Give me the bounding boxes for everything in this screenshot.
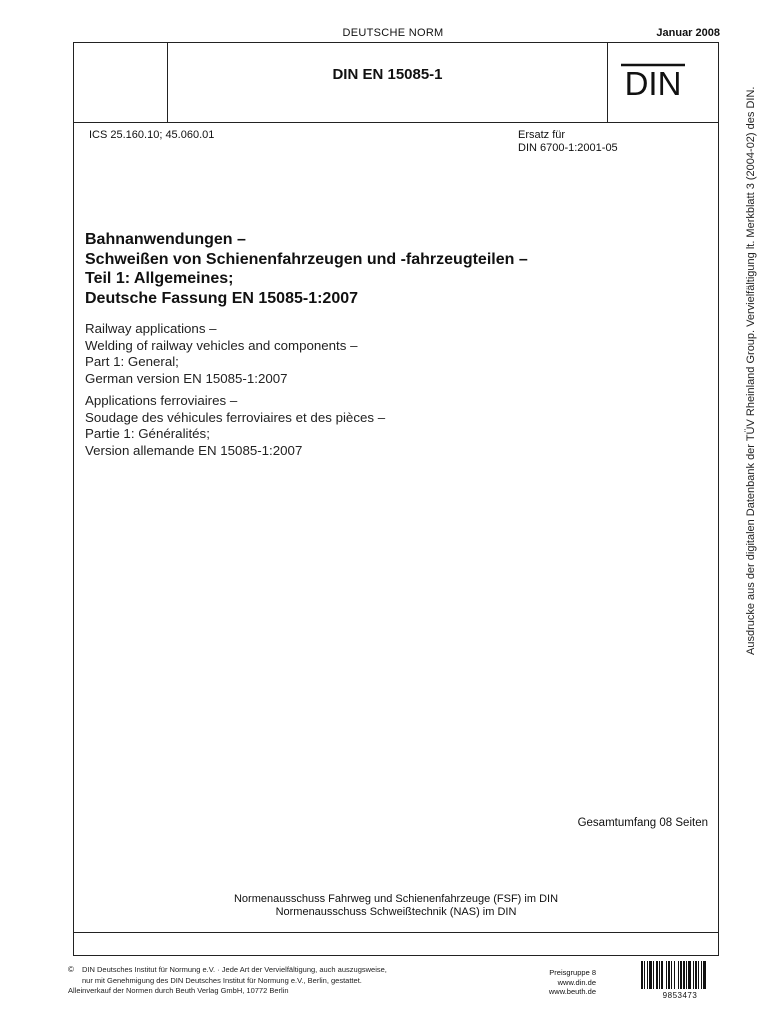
committees xyxy=(73,893,719,919)
din-logo xyxy=(621,61,685,103)
ics-code: ICS 25.160.10; 45.060.01 xyxy=(89,129,215,141)
issue-date: Januar 2008 xyxy=(656,27,720,39)
copyright-line: DIN Deutsches Institut für Normung e.V. · Jede Art der Vervielfältigung, auch auszugsweise, xyxy=(82,965,387,974)
barcode-icon xyxy=(641,961,719,989)
copyright-notice xyxy=(68,965,387,997)
title-french-line: Soudage des véhicules ferroviaires et des pièces – xyxy=(85,409,386,425)
committee-line: Normenausschuss Schweißtechnik (NAS) im DIN xyxy=(275,906,517,918)
committee-line: Normenausschuss Fahrweg und Schienenfahrzeuge (FSF) im DIN xyxy=(233,893,559,905)
copyright-line: Alleinverkauf der Normen durch Beuth Verlag GmbH, 10772 Berlin xyxy=(68,986,289,995)
web-link-beuth[interactable]: www.beuth.de xyxy=(548,987,596,996)
title-english-line: Part 1: General; xyxy=(85,354,179,369)
web-link-din[interactable]: www.din.de xyxy=(557,977,596,987)
title-german xyxy=(85,230,685,308)
title-english-line: Railway applications – xyxy=(85,321,217,336)
barcode-number: 9853473 xyxy=(662,991,698,1000)
side-note: Ausdrucke aus der digitalen Datenbank der TÜV Rheinland Group. Vervielfältigung lt. Merkblatt 3 (2004-02) des DIN. xyxy=(745,86,757,655)
price-group: Preisgruppe 8 xyxy=(549,968,596,977)
title-german-line: Bahnanwendungen – xyxy=(85,231,246,248)
title-german-line: Teil 1: Allgemeines; xyxy=(85,270,234,287)
title-english-line: Welding of railway vehicles and components – xyxy=(85,337,358,353)
title-german-line: Schweißen von Schienenfahrzeugen und -fahrzeugteilen – xyxy=(85,250,528,268)
copyright-line: nur mit Genehmigung des DIN Deutsches Institut für Normung e.V., Berlin, gestattet. xyxy=(82,975,362,985)
norm-number: DIN EN 15085-1 xyxy=(332,66,443,83)
header-divider-right xyxy=(607,42,608,123)
norm-type-label: DEUTSCHE NORM xyxy=(342,27,444,39)
title-english xyxy=(85,321,685,387)
title-french xyxy=(85,393,685,459)
total-pages: Gesamtumfang 08 Seiten xyxy=(577,817,708,829)
title-french-line: Version allemande EN 15085-1:2007 xyxy=(85,442,303,458)
footer-rule xyxy=(73,932,719,933)
replaces-value: DIN 6700-1:2001-05 xyxy=(518,142,618,154)
replaces-label: Ersatz für xyxy=(518,129,566,141)
title-french-line: Applications ferroviaires – xyxy=(85,393,238,408)
title-english-line: German version EN 15085-1:2007 xyxy=(85,370,288,386)
copyright-icon: © xyxy=(68,965,74,974)
title-french-line: Partie 1: Généralités; xyxy=(85,426,210,441)
title-german-line: Deutsche Fassung EN 15085-1:2007 xyxy=(85,289,359,307)
price-info xyxy=(530,968,596,997)
din-logo-text: DIN xyxy=(624,65,682,102)
